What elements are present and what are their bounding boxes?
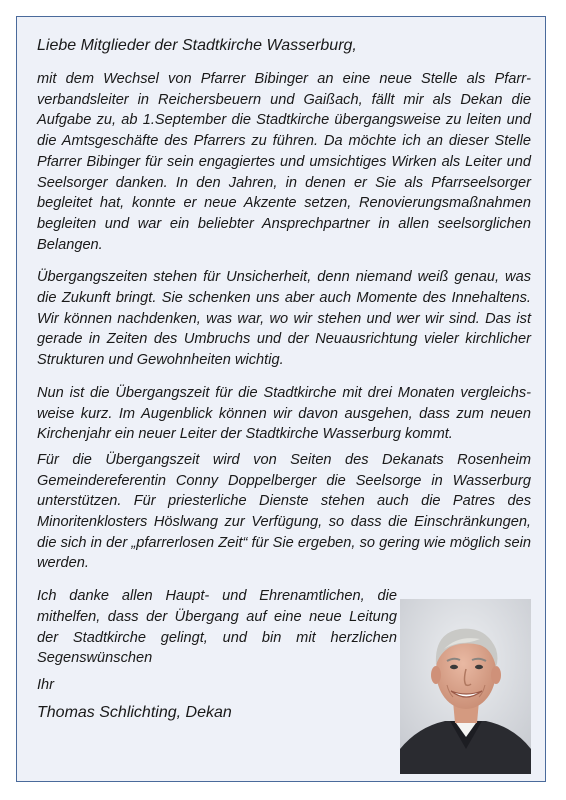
dean-portrait-photo [400,599,531,774]
letter-ihr: Ihr [37,676,55,693]
letter-signature: Thomas Schlichting, Dekan [37,703,232,721]
letter-paragraph-1: mit dem Wechsel von Pfarrer Bibinger an eine neue Stelle als Pfarrverbandsleiter in Reichersbeuern und Gaißach, fällt mir als Dekan die Aufgabe zu, ab 1.September die Stadtkirche übergangsweise zu leiten und die Amtsgeschäfte des Pfarrers zu führen. Da möchte ich an dieser Stelle Pfarrer Bibinger für sein engagiertes und umsichtiges Wirken als Leiter und Seelsorger danken. In den Jahren, in denen er Sie als Pfarrseelsorger begleitet hat, konnte er neue Akzente setzen, Renovierungsmaßnahmen begleiten und war ein beliebter Ansprechpartner in allen seelsorglichen Belangen. [37,71,531,253]
letter-paragraph-4: Für die Übergangszeit wird von Seiten des Dekanats Rosenheim Gemeindereferentin Conny Doppelberger die Seelsorge in Wasserburg unterstützen. Für priesterliche Dienste stehen auch die Patres des Minoritenklosters Höslwang zur Verfügung, so dass die Einschränkungen, die sich in der „pfarrerlosen Zeit“ für Sie ergeben, so gering wie möglich sein werden. [37,451,531,572]
letter-paragraph-2: Übergangszeiten stehen für Unsicherheit, denn niemand weiß genau, was die Zukunft bringt. Sie schenken uns aber auch Momente des Innehaltens. Wir können nachdenken, was war, wo wir stehen und wer wir sind. Das ist gerade in Zeiten des Umbruchs und der Neuausrichtung vieler kirchlicher Strukturen und Gewohnheiten wichtig. [37,269,531,369]
letter-frame [16,16,546,782]
portrait-illustration [400,599,531,774]
letter-salutation: Liebe Mitglieder der Stadtkirche Wasserburg, [37,37,357,54]
letter-closing: Ich danke allen Haupt- und Ehrenamtlichen, die mithelfen, dass der Übergang auf eine neue Leitung der Stadtkirche gelingt, und bin mit herzlichen Segenswünschen [37,588,397,667]
letter-paragraph-3: Nun ist die Übergangszeit für die Stadtkirche mit drei Monaten vergleichs-weise kurz. Im Augenblick können wir davon ausgehen, dass zum neuen Kirchenjahr ein neuer Leiter der Stadtkirche Wasserburg kommt. [37,384,531,443]
